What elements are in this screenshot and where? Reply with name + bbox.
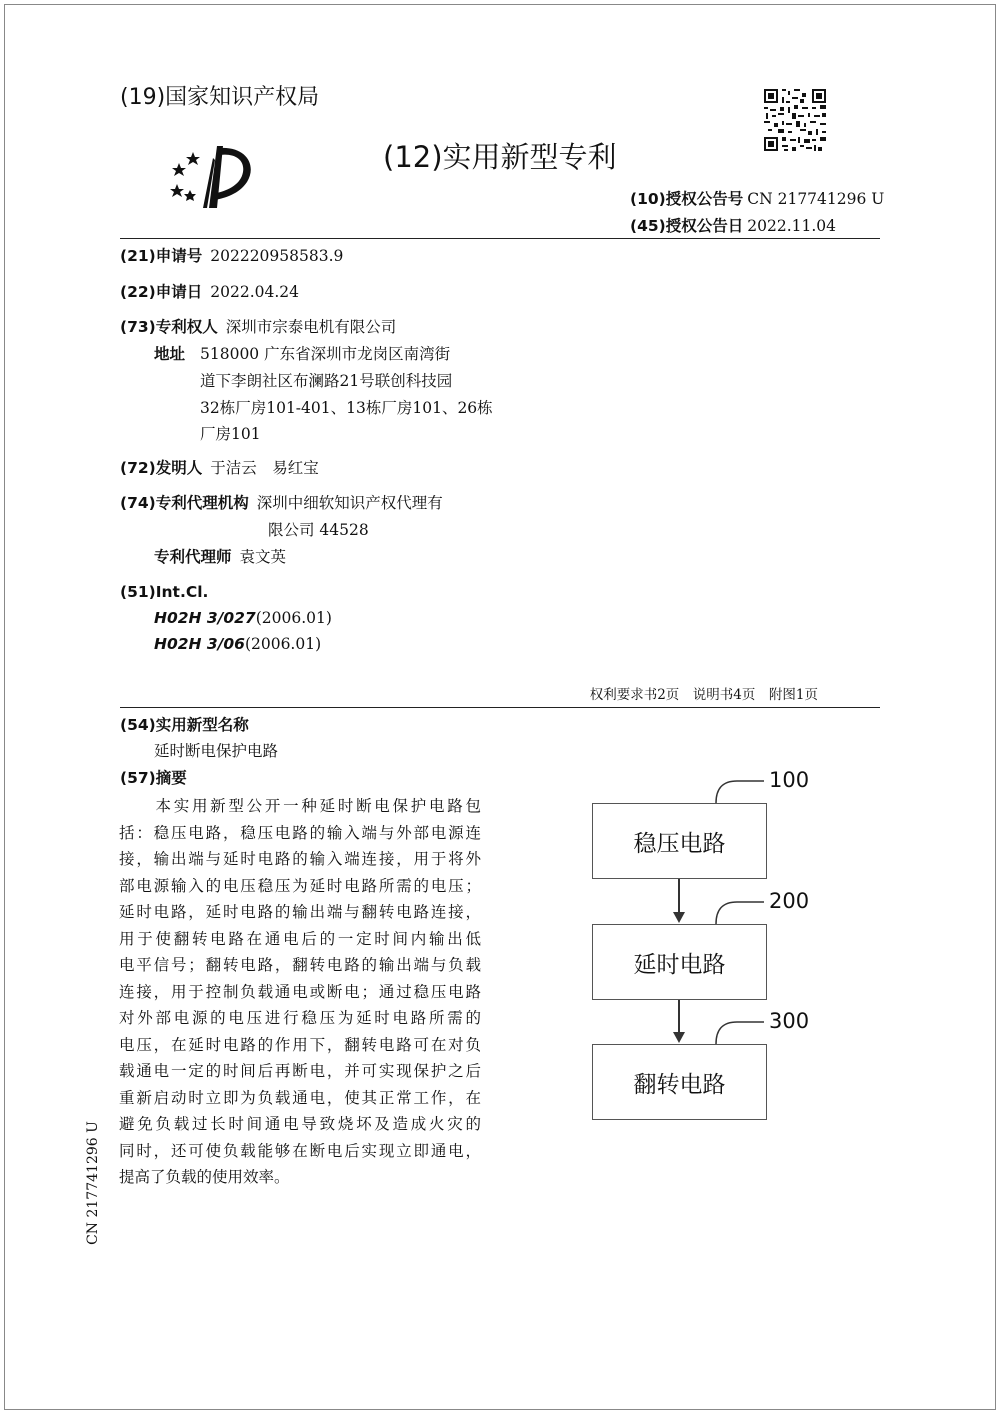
- app-no-label: (21)申请号: [120, 247, 203, 265]
- abstract-line: 用于使翻转电路在通电后的一定时间内输出低: [119, 929, 481, 948]
- pages-info: 权利要求书2页 说明书4页 附图1页: [589, 687, 818, 703]
- leader-line: [716, 1022, 764, 1044]
- agent-label: 专利代理师: [154, 548, 232, 566]
- leader-line: [716, 902, 764, 924]
- inventor-label: (72)发明人: [120, 459, 203, 477]
- address-line-4: 厂房101: [200, 425, 261, 443]
- address-line-2: 道下李朗社区布澜路21号联创科技园: [200, 372, 453, 390]
- ipc-year-1: (2006.01): [255, 609, 332, 627]
- abstract-line: 提高了负载的使用效率。: [119, 1168, 290, 1186]
- diagram-block: 延时电路: [592, 924, 767, 1000]
- patent-type-title: (12)实用新型专利: [383, 140, 617, 174]
- utility-title-value: 延时断电保护电路: [154, 742, 279, 760]
- pub-no-label: (10)授权公告号: [630, 190, 744, 208]
- block-ref-number: 300: [769, 1009, 810, 1033]
- abstract-line: 电压，在延时电路的作用下，翻转电路可在对负: [119, 1035, 481, 1054]
- patentee-label: (73)专利权人: [120, 318, 218, 336]
- inventor-value: 于洁云 易红宝: [210, 459, 319, 477]
- patentee-value: 深圳市宗泰电机有限公司: [225, 318, 397, 336]
- app-date-label: (22)申请日: [120, 283, 203, 301]
- app-date-value: 2022.04.24: [210, 283, 299, 301]
- ipc-year-2: (2006.01): [244, 635, 322, 653]
- abstract-line: 同时，还可使负载能够在断电后实现立即通电，: [119, 1141, 481, 1160]
- abstract-line: 延时电路，延时电路的输出端与翻转电路连接，: [119, 903, 481, 921]
- abstract-line: 载通电一定的时间后再断电，并可实现保护之后: [119, 1062, 481, 1080]
- leader-line: [716, 781, 764, 803]
- block-ref-number: 200: [769, 889, 810, 913]
- address-line-1: 518000 广东省深圳市龙岗区南湾街: [200, 345, 451, 363]
- flow-arrow-head: [673, 1032, 685, 1043]
- flow-arrow-head: [673, 912, 685, 923]
- intcl-label: (51)Int.Cl.: [120, 583, 209, 601]
- abstract-line: 避免负载过长时间通电导致烧坏及造成火灾的: [119, 1115, 481, 1133]
- abstract-line: 括：稳压电路，稳压电路的输入端与外部电源连: [119, 823, 481, 842]
- abstract-label: (57)摘要: [120, 769, 187, 787]
- pub-no-value: CN 217741296 U: [747, 190, 885, 208]
- abstract-line: 电平信号；翻转电路，翻转电路的输出端与负载: [119, 956, 481, 974]
- agency-label: (74)专利代理机构: [120, 494, 249, 512]
- abstract-line: 本实用新型公开一种延时断电保护电路包: [119, 797, 481, 815]
- agent-value: 袁文英: [239, 548, 287, 566]
- ipc-code-2: H02H 3/06: [154, 635, 245, 653]
- abstract-line: 接，输出端与延时电路的输入端连接，用于将外: [119, 850, 481, 868]
- block-ref-number: 100: [769, 768, 810, 792]
- abstract-line: 部电源输入的电压稳压为延时电路所需的电压；: [119, 876, 481, 895]
- abstract-line: 重新启动时立即为负载通电，使其正常工作，在: [119, 1088, 481, 1107]
- diagram-block: 稳压电路: [592, 803, 767, 879]
- office-name: (19)国家知识产权局: [120, 85, 320, 110]
- abstract-line: 对外部电源的电压进行稳压为延时电路所需的: [119, 1009, 481, 1027]
- address-line-3: 32栋厂房101-401、13栋厂房101、26栋: [200, 399, 493, 417]
- agency-line-1: 深圳中细软知识产权代理有: [256, 494, 443, 512]
- pub-date-label: (45)授权公告日: [630, 217, 744, 235]
- address-label: 地址: [154, 345, 186, 363]
- agency-line-2: 限公司 44528: [268, 521, 369, 539]
- side-pub-number: CN 217741296 U: [85, 1121, 101, 1245]
- pub-date-value: 2022.11.04: [747, 217, 836, 235]
- diagram-block: 翻转电路: [592, 1044, 767, 1120]
- abstract-line: 连接，用于控制负载通电或断电；通过稳压电路: [119, 982, 481, 1001]
- utility-title-label: (54)实用新型名称: [120, 716, 249, 734]
- ipc-code-1: H02H 3/027: [154, 609, 256, 627]
- app-no-value: 202220958583.9: [210, 247, 344, 265]
